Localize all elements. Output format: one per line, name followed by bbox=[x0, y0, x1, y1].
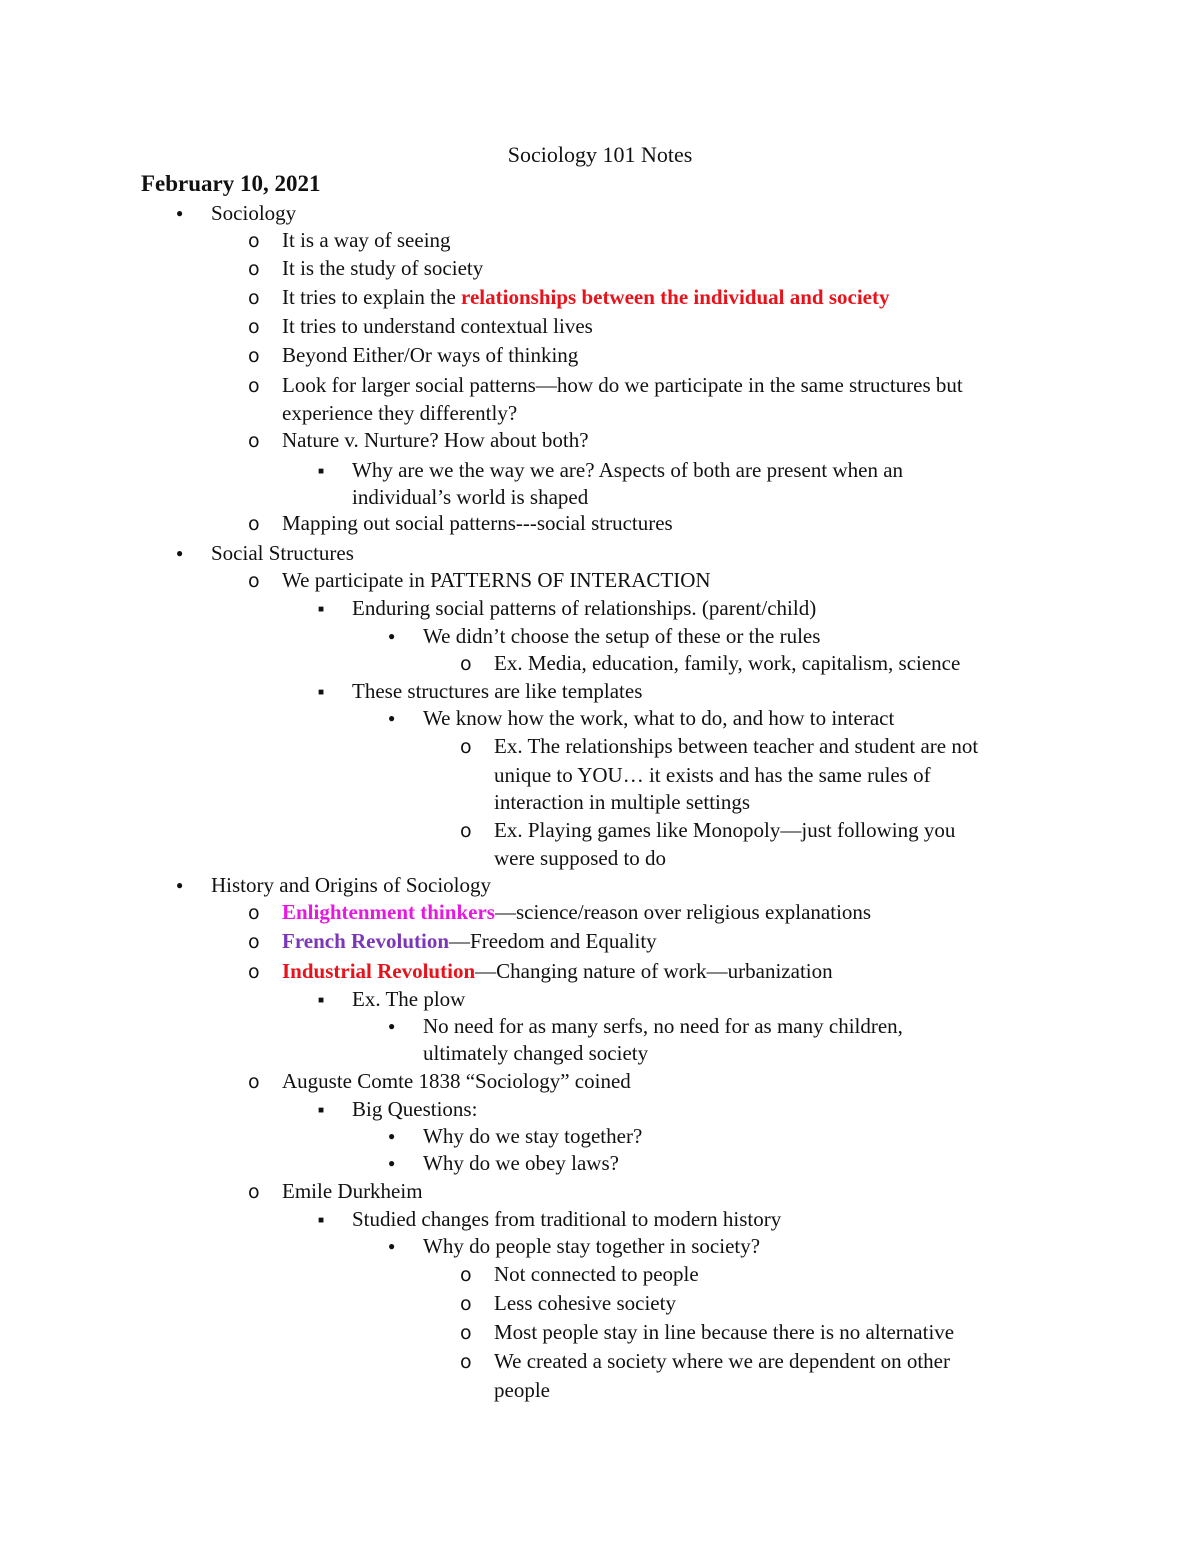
highlighted-text: French Revolution bbox=[282, 929, 450, 953]
bullet-circle-icon bbox=[248, 226, 278, 255]
list-item: Social Structures bbox=[211, 541, 354, 565]
list-item: We created a society where we are dependent on other bbox=[494, 1349, 950, 1373]
list-item: History and Origins of Sociology bbox=[211, 873, 491, 897]
list-item: Ex. Media, education, family, work, capitalism, science bbox=[494, 651, 961, 675]
bullet-circle-icon bbox=[248, 426, 278, 455]
highlighted-text: Enlightenment thinkers bbox=[282, 900, 495, 924]
list-item: Big Questions: bbox=[352, 1097, 478, 1121]
bullet-square-icon bbox=[318, 677, 348, 710]
bullet-dot-icon bbox=[388, 622, 418, 653]
bullet-circle-icon bbox=[460, 732, 490, 761]
list-item-text: —Freedom and Equality bbox=[449, 929, 657, 953]
list-item bbox=[282, 283, 889, 311]
bullet-circle-icon bbox=[248, 898, 278, 927]
bullet-dot-icon bbox=[176, 871, 206, 902]
list-item: We didn’t choose the setup of these or the rules bbox=[423, 624, 821, 648]
bullet-circle-icon bbox=[248, 1067, 278, 1096]
date-heading: February 10, 2021 bbox=[141, 171, 321, 196]
bullet-circle-icon bbox=[248, 1177, 278, 1206]
bullet-dot-icon bbox=[176, 199, 206, 230]
bullet-circle-icon bbox=[460, 1347, 490, 1376]
bullet-circle-icon bbox=[248, 509, 278, 538]
list-item-continuation: interaction in multiple settings bbox=[494, 790, 751, 814]
bullet-square-icon bbox=[318, 985, 348, 1018]
list-item-continuation: individual’s world is shaped bbox=[352, 485, 589, 509]
bullet-dot-icon bbox=[388, 1012, 418, 1043]
list-item-continuation: were supposed to do bbox=[494, 846, 667, 870]
bullet-circle-icon bbox=[248, 371, 278, 400]
list-item: Auguste Comte 1838 “Sociology” coined bbox=[282, 1069, 631, 1093]
bullet-circle-icon bbox=[460, 816, 490, 845]
bullet-dot-icon bbox=[388, 1149, 418, 1180]
list-item: Studied changes from traditional to modern history bbox=[352, 1207, 782, 1231]
bullet-circle-icon bbox=[248, 566, 278, 595]
list-item-continuation: ultimately changed society bbox=[423, 1041, 649, 1065]
bullet-circle-icon bbox=[460, 1289, 490, 1318]
list-item: Nature v. Nurture? How about both? bbox=[282, 428, 589, 452]
list-item: Sociology bbox=[211, 201, 297, 225]
list-item: Enduring social patterns of relationships. (parent/child) bbox=[352, 596, 817, 620]
list-item: It is a way of seeing bbox=[282, 228, 451, 252]
list-item: Ex. The relationships between teacher and student are not bbox=[494, 734, 979, 758]
list-item bbox=[282, 898, 871, 926]
bullet-dot-icon bbox=[388, 704, 418, 735]
list-item: Emile Durkheim bbox=[282, 1179, 423, 1203]
bullet-square-icon bbox=[318, 594, 348, 627]
list-item-continuation: unique to YOU… it exists and has the same rules of bbox=[494, 763, 931, 787]
bullet-circle-icon bbox=[460, 1318, 490, 1347]
list-item: These structures are like templates bbox=[352, 679, 643, 703]
highlighted-text: relationships between the individual and society bbox=[461, 285, 890, 309]
list-item: Mapping out social patterns---social structures bbox=[282, 511, 673, 535]
list-item: Why are we the way we are? Aspects of both are present when an bbox=[352, 458, 904, 482]
bullet-circle-icon bbox=[248, 312, 278, 341]
bullet-circle-icon bbox=[248, 957, 278, 986]
list-item-continuation: experience they differently? bbox=[282, 401, 518, 425]
list-item: Look for larger social patterns—how do we participate in the same structures but bbox=[282, 373, 963, 397]
highlighted-text: Industrial Revolution bbox=[282, 959, 476, 983]
bullet-circle-icon bbox=[248, 283, 278, 312]
bullet-circle-icon bbox=[248, 254, 278, 283]
list-item: Ex. Playing games like Monopoly—just following you bbox=[494, 818, 956, 842]
bullet-square-icon bbox=[318, 456, 348, 489]
document-title: Sociology 101 Notes bbox=[507, 142, 693, 167]
list-item: It is the study of society bbox=[282, 256, 484, 280]
bullet-circle-icon bbox=[248, 341, 278, 370]
list-item: Why do we obey laws? bbox=[423, 1151, 619, 1175]
list-item-text: —Changing nature of work—urbanization bbox=[475, 959, 833, 983]
bullet-dot-icon bbox=[388, 1232, 418, 1263]
bullet-square-icon bbox=[318, 1095, 348, 1128]
list-item bbox=[282, 957, 833, 985]
list-item: No need for as many serfs, no need for as many children, bbox=[423, 1014, 903, 1038]
list-item-text: —science/reason over religious explanations bbox=[494, 900, 872, 924]
bullet-circle-icon bbox=[460, 649, 490, 678]
bullet-dot-icon bbox=[176, 539, 206, 570]
list-item: We know how the work, what to do, and how to interact bbox=[423, 706, 895, 730]
list-item: Beyond Either/Or ways of thinking bbox=[282, 343, 579, 367]
bullet-circle-icon bbox=[248, 927, 278, 956]
list-item: Less cohesive society bbox=[494, 1291, 676, 1315]
list-item: Why do we stay together? bbox=[423, 1124, 643, 1148]
bullet-circle-icon bbox=[460, 1260, 490, 1289]
list-item: Why do people stay together in society? bbox=[423, 1234, 761, 1258]
list-item: We participate in PATTERNS OF INTERACTION bbox=[282, 568, 711, 592]
list-item bbox=[282, 927, 657, 955]
list-item-text: It tries to explain the bbox=[282, 285, 462, 309]
list-item: It tries to understand contextual lives bbox=[282, 314, 593, 338]
list-item: Most people stay in line because there is no alternative bbox=[494, 1320, 955, 1344]
bullet-square-icon bbox=[318, 1205, 348, 1238]
list-item: Ex. The plow bbox=[352, 987, 466, 1011]
list-item: Not connected to people bbox=[494, 1262, 699, 1286]
list-item-continuation: people bbox=[494, 1378, 550, 1402]
